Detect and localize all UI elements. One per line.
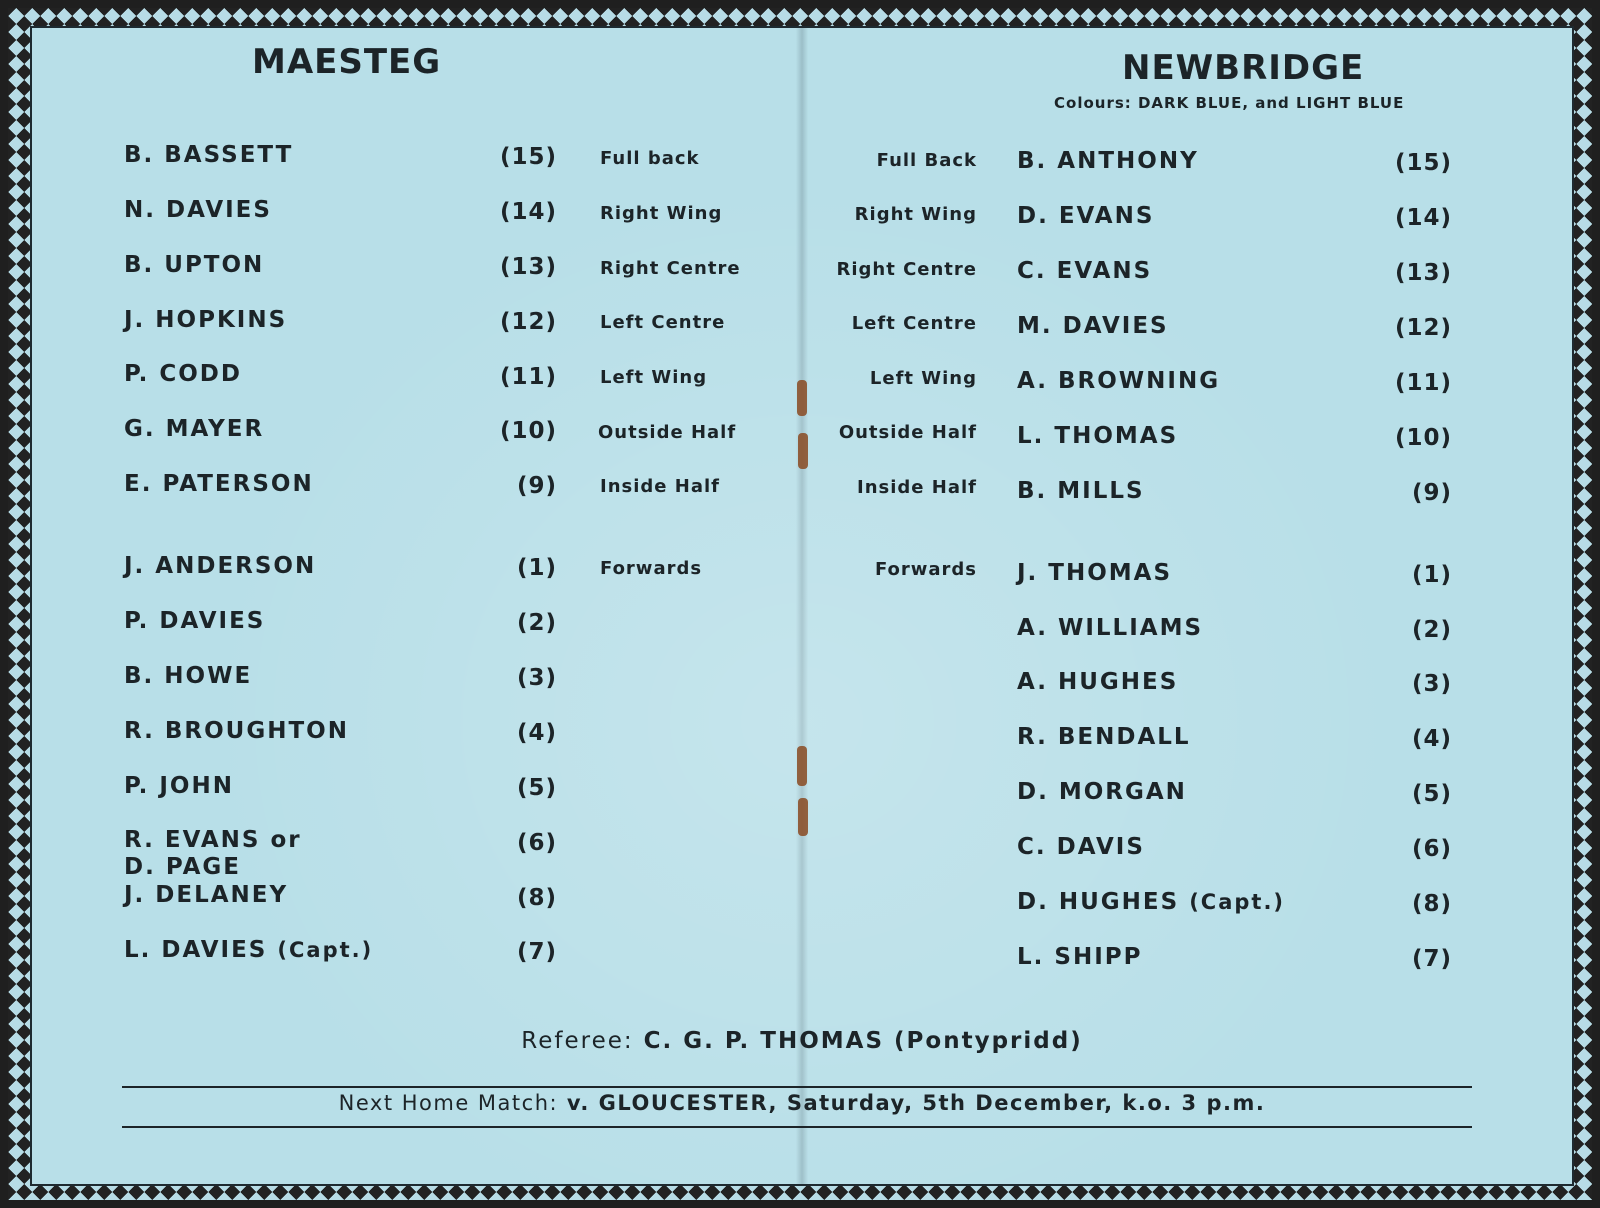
newbridge-player: L. SHIPP bbox=[1017, 944, 1143, 970]
maesteg-player-number: (6) bbox=[516, 830, 557, 856]
newbridge-player-number: (3) bbox=[1411, 671, 1452, 697]
maesteg-player: P. DAVIES bbox=[124, 608, 266, 634]
maesteg-player: N. DAVIES bbox=[124, 197, 272, 223]
maesteg-player: P. JOHN bbox=[124, 773, 234, 799]
next-match-details: v. GLOUCESTER, Saturday, 5th December, k.o. 3 p.m. bbox=[566, 1091, 1266, 1115]
newbridge-player: C. EVANS bbox=[1017, 258, 1153, 284]
newbridge-player: J. THOMAS bbox=[1017, 560, 1173, 586]
newbridge-player: A. WILLIAMS bbox=[1017, 615, 1204, 641]
maesteg-player-number: (14) bbox=[499, 199, 557, 225]
newbridge-player: A. BROWNING bbox=[1017, 368, 1221, 394]
newbridge-player: D. MORGAN bbox=[1017, 779, 1187, 805]
newbridge-player-number: (15) bbox=[1394, 150, 1452, 176]
staple-mark bbox=[797, 746, 807, 786]
newbridge-player: R. BENDALL bbox=[1017, 724, 1191, 750]
newbridge-player-number: (7) bbox=[1411, 946, 1452, 972]
position-label: Right Wing bbox=[854, 204, 977, 225]
newbridge-player: A. HUGHES bbox=[1017, 669, 1179, 695]
position-label: Left Centre bbox=[600, 312, 726, 333]
maesteg-player-number: (1) bbox=[516, 555, 557, 581]
maesteg-player-number: (11) bbox=[499, 364, 557, 390]
newbridge-player: B. ANTHONY bbox=[1017, 148, 1199, 174]
maesteg-player: P. CODD bbox=[124, 361, 242, 387]
referee-line bbox=[32, 1028, 1572, 1054]
maesteg-player bbox=[124, 937, 373, 963]
maesteg-player-number: (2) bbox=[516, 610, 557, 636]
maesteg-player: R. BROUGHTON bbox=[124, 718, 349, 744]
staple-mark bbox=[798, 798, 808, 836]
newbridge-player: C. DAVIS bbox=[1017, 834, 1145, 860]
position-label: Outside Half bbox=[838, 422, 977, 443]
newbridge-player: B. MILLS bbox=[1017, 478, 1145, 504]
position-label: Full back bbox=[600, 148, 700, 169]
position-label: Right Centre bbox=[836, 259, 977, 280]
newbridge-player-number: (4) bbox=[1411, 726, 1452, 752]
maesteg-player: J. DELANEY bbox=[124, 882, 289, 908]
maesteg-title: MAESTEG bbox=[252, 42, 442, 82]
captain-marker: (Capt.) bbox=[277, 938, 374, 962]
captain-marker: (Capt.) bbox=[1189, 890, 1286, 914]
newbridge-captain-name: D. HUGHES bbox=[1017, 889, 1180, 915]
newbridge-player-number: (13) bbox=[1394, 260, 1452, 286]
divider-rule bbox=[122, 1126, 1472, 1128]
maesteg-captain-name: L. DAVIES bbox=[124, 937, 268, 963]
maesteg-player: B. BASSETT bbox=[124, 142, 294, 168]
referee-label: Referee: bbox=[521, 1028, 634, 1054]
maesteg-player-number: (5) bbox=[516, 775, 557, 801]
maesteg-player-number: (9) bbox=[516, 473, 557, 499]
newbridge-player-number: (14) bbox=[1394, 205, 1452, 231]
maesteg-player: B. HOWE bbox=[124, 663, 253, 689]
maesteg-player: R. EVANS or bbox=[124, 827, 302, 853]
position-label: Full Back bbox=[876, 150, 977, 171]
position-label: Left Wing bbox=[869, 368, 977, 389]
newbridge-player-number: (8) bbox=[1411, 891, 1452, 917]
newbridge-player-number: (10) bbox=[1394, 425, 1452, 451]
staple-mark bbox=[798, 433, 808, 469]
maesteg-player-number: (3) bbox=[516, 665, 557, 691]
staple-mark bbox=[797, 380, 807, 416]
referee-name: C. G. P. THOMAS bbox=[643, 1028, 885, 1054]
divider-rule bbox=[122, 1086, 1472, 1088]
newbridge-player: M. DAVIES bbox=[1017, 313, 1169, 339]
programme-page bbox=[30, 26, 1574, 1186]
maesteg-player: G. MAYER bbox=[124, 416, 265, 442]
next-match-label: Next Home Match: bbox=[338, 1091, 559, 1115]
newbridge-player-number: (2) bbox=[1411, 617, 1452, 643]
position-label: Outside Half bbox=[598, 422, 737, 443]
maesteg-player-number: (10) bbox=[499, 418, 557, 444]
maesteg-player-number: (8) bbox=[516, 885, 557, 911]
newbridge-player-number: (11) bbox=[1394, 370, 1452, 396]
newbridge-player bbox=[1017, 889, 1285, 915]
maesteg-player-number: (4) bbox=[516, 720, 557, 746]
maesteg-player: B. UPTON bbox=[124, 252, 265, 278]
position-label: Inside Half bbox=[857, 477, 977, 498]
maesteg-player-alternate: D. PAGE bbox=[124, 854, 241, 880]
maesteg-player-number: (12) bbox=[499, 309, 557, 335]
newbridge-player-number: (9) bbox=[1411, 480, 1452, 506]
newbridge-player-number: (1) bbox=[1411, 562, 1452, 588]
position-label: Left Wing bbox=[600, 367, 708, 388]
maesteg-player-number: (13) bbox=[499, 254, 557, 280]
newbridge-title: NEWBRIDGE bbox=[1122, 48, 1365, 88]
newbridge-player-number: (12) bbox=[1394, 315, 1452, 341]
newbridge-colours: Colours: DARK BLUE, and LIGHT BLUE bbox=[1054, 94, 1405, 112]
newbridge-player: D. EVANS bbox=[1017, 203, 1155, 229]
referee-club: (Pontypridd) bbox=[894, 1028, 1083, 1054]
position-label: Forwards bbox=[874, 559, 977, 580]
maesteg-player-number: (15) bbox=[499, 144, 557, 170]
newbridge-player-number: (5) bbox=[1411, 781, 1452, 807]
position-label: Left Centre bbox=[851, 313, 977, 334]
position-label: Right Centre bbox=[600, 258, 741, 279]
next-home-match bbox=[32, 1091, 1572, 1115]
maesteg-player: E. PATERSON bbox=[124, 471, 314, 497]
maesteg-player: J. HOPKINS bbox=[124, 307, 288, 333]
maesteg-player: J. ANDERSON bbox=[124, 553, 317, 579]
newbridge-player: L. THOMAS bbox=[1017, 423, 1179, 449]
position-label: Forwards bbox=[600, 558, 703, 579]
position-label: Inside Half bbox=[600, 476, 720, 497]
position-label: Right Wing bbox=[600, 203, 723, 224]
newbridge-player-number: (6) bbox=[1411, 836, 1452, 862]
maesteg-player-number: (7) bbox=[516, 939, 557, 965]
